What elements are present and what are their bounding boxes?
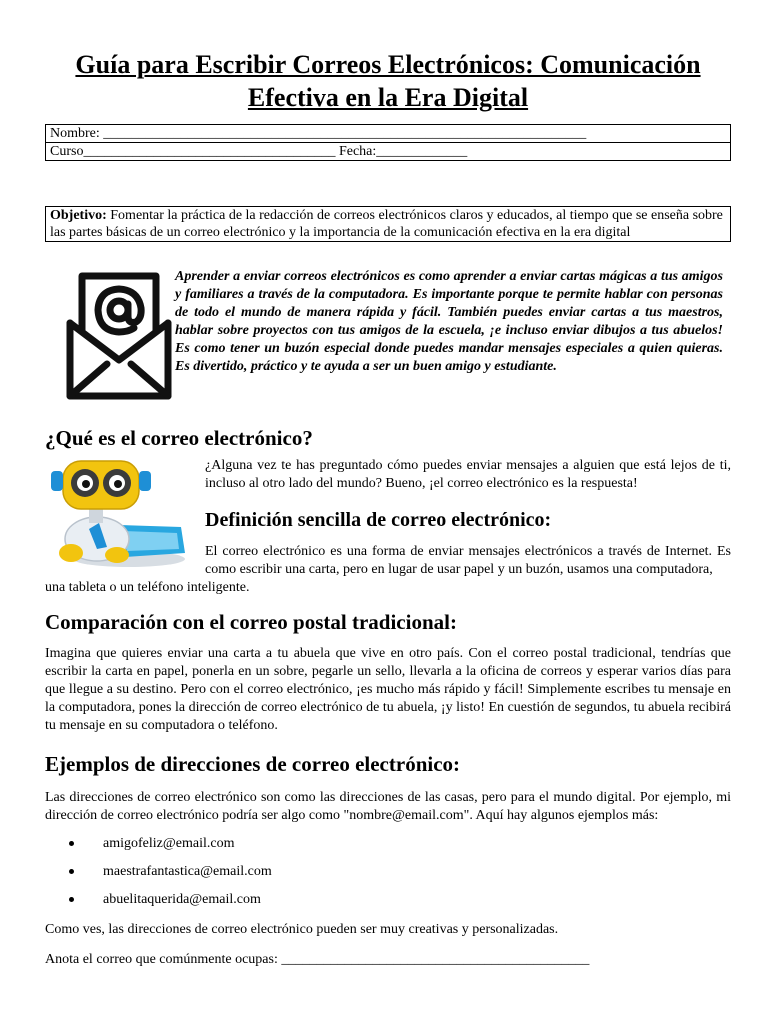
list-item (45, 835, 731, 863)
email-answer-line[interactable]: Anota el correo que comúnmente ocupas: ____________________________________________ (45, 952, 590, 967)
intro-section (45, 268, 731, 403)
section-heading-examples: Ejemplos de direcciones de correo electrónico: (45, 752, 461, 776)
examples-paragraph: Las direcciones de correo electrónico son como las direcciones de las casas, pero para el mundo digital. Por ejemplo, mi dirección de correo electrónico podría ser algo como "nombre@email.com". Aquí hay algunos ejemplos más: (45, 790, 731, 823)
comparison-paragraph: Imagina que quieres enviar una carta a tu abuela que vive en otro país. Con el correo postal tradicional, tendrías que escribir la carta en papel, ponerla en un sobre, pegarle un sello, llevarla a la oficina de correos y esperar varios días para que llegue a su destino. Pero con el correo electrónico, ¡es mucho más rápido y fácil! Simplemente escribes tu mensaje en la computadora, pones la dirección de correo electrónico de tu abuela, ¡y listo! En cuestión de segundos, tu abuela recibirá tu mensaje en su computadora o teléfono. (45, 646, 731, 733)
objective-text: Fomentar la práctica de la redacción de correos electrónicos claros y educados, al tiempo que se enseña sobre las partes básicas de un correo electrónico y la importancia de la comunicación efectiva en la era digital (50, 208, 723, 240)
bullet-icon (69, 897, 74, 902)
section-heading-simple-definition: Definición sencilla de correo electrónico: (205, 509, 552, 531)
section-heading-comparison: Comparación con el correo postal tradicional: (45, 610, 457, 634)
definition-paragraph: El correo electrónico es una forma de enviar mensajes electrónicos a través de Internet. Es como escribir una carta, pero en lugar de usar papel y un buzón, usamos una computadora, (205, 544, 731, 577)
name-field-row[interactable]: Nombre: _____________________________________________________________________ (50, 126, 587, 141)
definition-paragraph-end: una tableta o un teléfono inteligente. (45, 580, 250, 595)
email-at-envelope-icon (50, 268, 175, 403)
objective-label: Objetivo: (50, 208, 107, 223)
student-info-box (45, 124, 731, 161)
what-is-email-section (45, 451, 731, 595)
objective-box (45, 206, 731, 242)
list-item (45, 863, 731, 891)
bullet-icon (69, 841, 74, 846)
email-examples-list (45, 835, 731, 919)
robot-illustration (49, 453, 189, 571)
intro-paragraph: Aprender a enviar correos electrónicos es como aprender a enviar cartas mágicas a tus amigos y familiares a través de la computadora. Es importante porque te permite hablar con personas de todo el mundo de manera rápida y fácil. También puedes enviar cartas a tus maestros, hablar sobre proyectos con tus amigos de la escuela, ¡e incluso enviar dibujos a tus abuelos! Es como tener un buzón especial donde puedes mandar mensajes especiales a quien quieras. Es divertido, práctico y te ayuda a ser un buen amigo y estudiante. (175, 269, 723, 374)
list-item (45, 891, 731, 919)
email-example: abuelitaquerida@email.com (103, 892, 261, 907)
closing-paragraph: Como ves, las direcciones de correo electrónico pueden ser muy creativas y personalizadas. (45, 922, 559, 937)
what-is-email-paragraph: ¿Alguna vez te has preguntado cómo puedes enviar mensajes a alguien que está lejos de ti, incluso al otro lado del mundo? Bueno, ¡el correo electrónico es la respuesta! (205, 458, 731, 491)
bullet-icon (69, 869, 74, 874)
page-title: Guía para Escribir Correos Electrónicos: Comunicación Efectiva en la Era Digital (75, 50, 701, 112)
email-example: amigofeliz@email.com (103, 836, 235, 851)
section-heading-what-is-email: ¿Qué es el correo electrónico? (45, 426, 313, 450)
worksheet-page (45, 48, 731, 969)
course-date-row[interactable]: Curso____________________________________ Fecha:_____________ (46, 142, 730, 160)
email-example: maestrafantastica@email.com (103, 864, 272, 879)
